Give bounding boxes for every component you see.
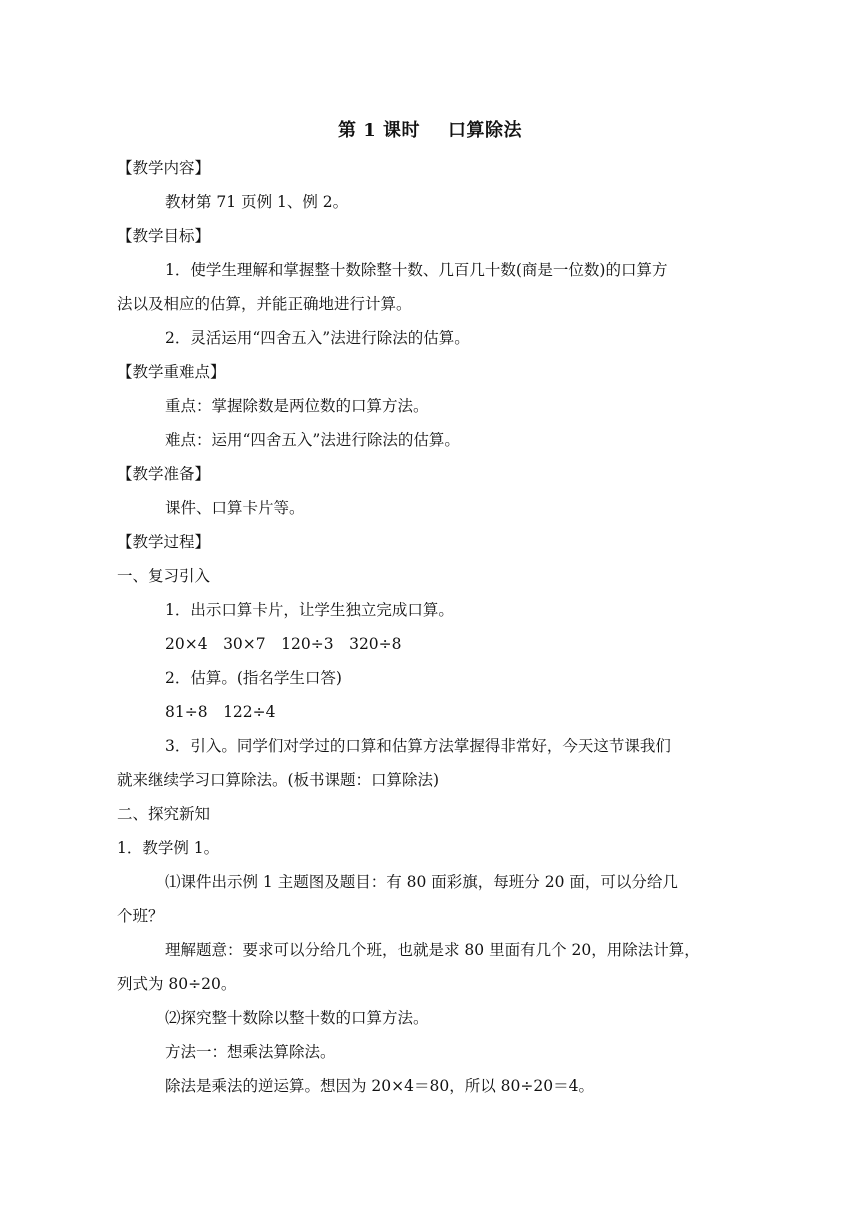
paragraph: 列式为 80÷20。 (117, 975, 237, 993)
paragraph: 个班？ (117, 907, 164, 925)
page-title (0, 116, 860, 142)
subheading-explore: 二、探究新知 (117, 805, 211, 823)
paragraph: 1．使学生理解和掌握整十数除整十数、几百几十数(商是一位数)的口算方 (165, 261, 668, 279)
paragraph: 3．引入。同学们对学过的口算和估算方法掌握得非常好，今天这节课我们 (165, 737, 671, 755)
paragraph: 就来继续学习口算除法。(板书课题：口算除法) (117, 771, 440, 789)
subheading-review: 一、复习引入 (117, 567, 211, 585)
paragraph: 重点：掌握除数是两位数的口算方法。 (165, 397, 429, 415)
paragraph: 难点：运用“四舍五入”法进行除法的估算。 (165, 431, 460, 449)
section-heading-process: 【教学过程】 (117, 533, 211, 551)
paragraph: 方法一：想乘法算除法。 (165, 1043, 336, 1061)
paragraph: 2．估算。(指名学生口答) (165, 669, 342, 687)
paragraph: ⑴课件出示例 1 主题图及题目：有 80 面彩旗，每班分 20 面，可以分给几 (165, 873, 678, 891)
paragraph: 2．灵活运用“四舍五入”法进行除法的估算。 (165, 329, 470, 347)
paragraph: ⑵探究整十数除以整十数的口算方法。 (165, 1009, 429, 1027)
paragraph: 1．出示口算卡片，让学生独立完成口算。 (165, 601, 454, 619)
paragraph: 法以及相应的估算，并能正确地进行计算。 (117, 295, 412, 313)
subheading-example: 1．教学例 1。 (117, 839, 220, 857)
math-exercises: 81÷8 122÷4 (165, 703, 276, 721)
paragraph: 课件、口算卡片等。 (165, 499, 305, 517)
lesson-number: 第 1 课时 (337, 120, 421, 141)
section-heading-content: 【教学内容】 (117, 159, 211, 177)
section-heading-objectives: 【教学目标】 (117, 227, 211, 245)
section-heading-key-points: 【教学重难点】 (117, 363, 226, 381)
lesson-topic: 口算除法 (448, 120, 523, 141)
paragraph: 教材第 71 页例 1、例 2。 (165, 193, 349, 211)
paragraph: 理解题意：要求可以分给几个班，也就是求 80 里面有几个 20，用除法计算， (165, 941, 700, 959)
section-heading-preparation: 【教学准备】 (117, 465, 211, 483)
math-exercises: 20×4 30×7 120÷3 320÷8 (165, 635, 402, 653)
paragraph: 除法是乘法的逆运算。想因为 20×4＝80，所以 80÷20＝4。 (165, 1077, 594, 1095)
